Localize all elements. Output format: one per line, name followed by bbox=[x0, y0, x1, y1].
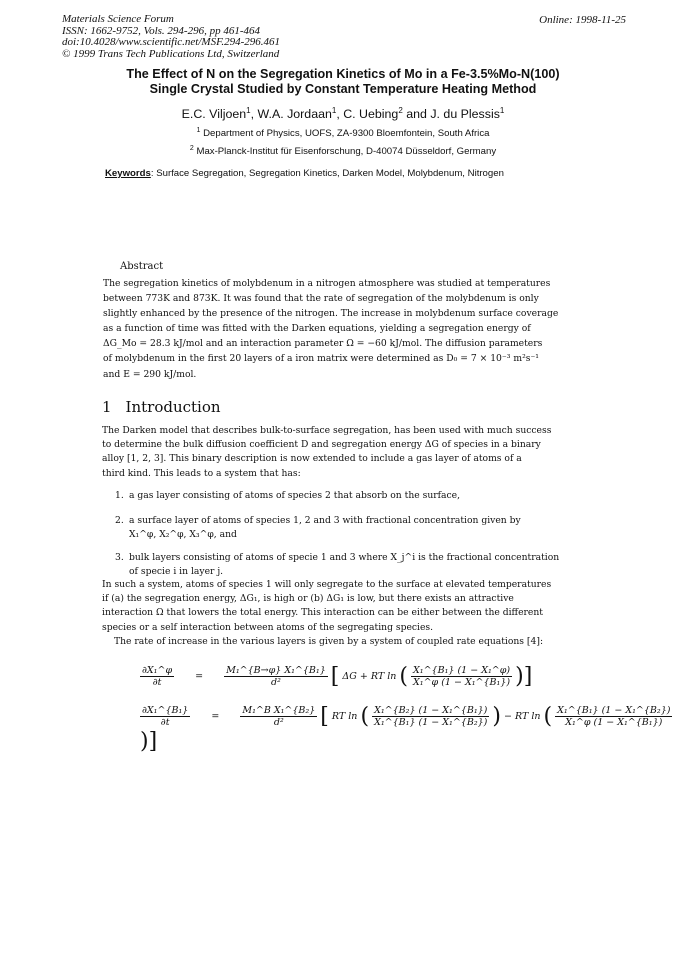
close-bracket: ] bbox=[148, 729, 158, 754]
text-line: In such a system, atoms of species 1 will only segregate to the surface at elevated temperatures bbox=[102, 579, 552, 590]
author-name: J. du Plessis bbox=[430, 107, 500, 122]
paper-title bbox=[60, 67, 626, 97]
list-text: bulk layers consisting of atoms of specie 1 and 3 where X_j^i is the fractional concentration bbox=[129, 552, 560, 563]
eq2-term-1: RT ln bbox=[331, 711, 358, 722]
affiliation-2 bbox=[60, 145, 626, 157]
list-item bbox=[115, 551, 604, 579]
list-text: of specie i in layer j. bbox=[129, 566, 224, 578]
author-name: W.A. Jordaan bbox=[257, 107, 332, 122]
abstract-line: The segregation kinetics of molybdenum in a nitrogen atmosphere was studied at temperatures bbox=[103, 278, 551, 289]
open-bracket: [ bbox=[330, 664, 340, 689]
abstract-line: slightly enhanced by the presence of the nitrogen. The increase in molybdenum surface coverage bbox=[103, 308, 559, 320]
abstract-body bbox=[103, 276, 603, 382]
section-title: Introduction bbox=[125, 398, 221, 416]
abstract-line: between 773K and 873K. It was found that the rate of segregation of the molybdenum is only bbox=[103, 293, 539, 305]
text-line: alloy [1, 2, 3]. This binary description is now extended to include a gas layer of atoms of a bbox=[102, 453, 522, 465]
affil-text: Max-Planck-Institut für Eisenforschung, D-40074 Düsseldorf, Germany bbox=[196, 146, 497, 158]
eq1-lhs-numerator: ∂X₁^φ bbox=[142, 665, 173, 676]
text-line: third kind. This leads to a system that has: bbox=[102, 467, 301, 479]
affil-text: Department of Physics, UOFS, ZA-9300 Bloemfontein, South Africa bbox=[203, 128, 490, 140]
open-bracket: [ bbox=[320, 704, 329, 729]
intro-paragraph-1 bbox=[102, 424, 604, 481]
abstract-line: ΔG_Mo = 28.3 kJ/mol and an interaction parameter Ω = −60 kJ/mol. The diffusion parameters bbox=[103, 338, 543, 350]
section-number: 1 bbox=[102, 398, 112, 416]
list-number: 3. bbox=[115, 552, 124, 563]
affil-mark: 1 bbox=[196, 127, 201, 134]
eq2-log2-argument bbox=[555, 705, 672, 728]
close-paren: ) bbox=[515, 664, 524, 689]
list-text: X₁^φ, X₂^φ, X₃^φ, and bbox=[129, 529, 237, 541]
list-number: 1. bbox=[115, 490, 124, 501]
rate-equation-1 bbox=[140, 664, 532, 689]
eq1-log-numerator: X₁^{B₁} (1 − X₁^φ) bbox=[413, 665, 511, 676]
open-paren: ( bbox=[399, 664, 408, 689]
abstract-line: of molybdenum in the first 20 layers of a iron matrix were determined as D₀ = 7 × 10⁻³ m²s⁻¹ bbox=[103, 353, 539, 365]
issn-line: ISSN: 1662-9752, Vols. 294-296, pp 461-464 bbox=[62, 24, 260, 37]
eq2-log1-argument bbox=[372, 705, 489, 728]
text-line: interaction Ω that lowers the total energy. This interaction can be either between the different bbox=[102, 607, 543, 619]
eq1-bracket-term: ΔG + RT ln bbox=[342, 671, 397, 682]
eq2-lhs-denominator: ∂t bbox=[140, 716, 190, 728]
text-line: The Darken model that describes bulk-to-surface segregation, has been used with much success bbox=[102, 425, 552, 436]
keywords-label: Keywords bbox=[105, 168, 151, 179]
eq1-rhs-numerator: M₁^{B→φ} X₁^{B₁} bbox=[226, 665, 326, 676]
eq1-rhs-denominator: d² bbox=[224, 676, 328, 688]
abstract-heading: Abstract bbox=[120, 261, 164, 272]
text-line: if (a) the segregation energy, ΔG₁, is high or (b) ΔG₁ is low, but there exists an attractive bbox=[102, 593, 514, 605]
eq1-rhs bbox=[224, 665, 328, 688]
author-list bbox=[60, 106, 626, 121]
rate-equation-2 bbox=[140, 704, 678, 754]
list-number: 2. bbox=[115, 515, 124, 526]
open-paren: ( bbox=[360, 704, 370, 729]
open-paren: ( bbox=[543, 704, 553, 729]
eq2-log2-numerator: X₁^{B₁} (1 − X₁^{B₂}) bbox=[557, 705, 671, 716]
text-line: species or a self interaction between atoms of the segregating species. bbox=[102, 621, 434, 633]
close-bracket: ] bbox=[523, 664, 533, 689]
eq2-lhs bbox=[140, 705, 190, 728]
abstract-line: as a function of time was fitted with the Darken equations, yielding a segregation energy of bbox=[103, 323, 531, 335]
online-date: Online: 1998-11-25 bbox=[539, 14, 626, 26]
abstract-line: and E = 290 kJ/mol. bbox=[103, 368, 197, 380]
eq2-term-2: − RT ln bbox=[504, 711, 541, 722]
author-name: E.C. Viljoen bbox=[181, 107, 247, 122]
close-paren: ) bbox=[492, 704, 501, 729]
close-paren: ) bbox=[140, 729, 149, 754]
doi-line[interactable]: doi:10.4028/www.scientific.net/MSF.294-296.461 bbox=[62, 36, 281, 48]
section-heading bbox=[102, 398, 221, 416]
journal-metadata bbox=[62, 14, 280, 60]
author-affil-mark: 2 bbox=[398, 106, 403, 115]
author-name: C. Uebing bbox=[343, 107, 399, 122]
eq1-lhs-denominator: ∂t bbox=[140, 676, 174, 688]
author-affil-mark: 1 bbox=[499, 106, 505, 115]
keywords-text: Surface Segregation, Segregation Kinetics, Darken Model, Molybdenum, Nitrogen bbox=[156, 168, 504, 179]
equals-sign: = bbox=[211, 711, 220, 722]
intro-paragraph-2 bbox=[102, 578, 604, 649]
equals-sign: = bbox=[195, 671, 204, 682]
eq2-rhs-numerator: M₁^B X₁^{B₂} bbox=[242, 705, 316, 716]
list-text: a surface layer of atoms of species 1, 2 and 3 with fractional concentration given by bbox=[129, 515, 521, 526]
journal-name: Materials Science Forum bbox=[62, 13, 174, 25]
eq1-lhs bbox=[140, 665, 174, 688]
author-separator: and bbox=[402, 107, 431, 122]
eq2-rhs bbox=[240, 705, 317, 728]
eq2-log2-denominator: X₁^φ (1 − X₁^{B₁}) bbox=[555, 716, 672, 728]
keywords-line: Keywords: Surface Segregation, Segregation Kinetics, Darken Model, Molybdenum, Nitrogen bbox=[105, 168, 504, 179]
eq2-log1-numerator: X₁^{B₂} (1 − X₁^{B₁}) bbox=[374, 705, 488, 716]
list-item bbox=[115, 489, 604, 503]
affil-mark: 2 bbox=[189, 145, 194, 152]
eq2-rhs-denominator: d² bbox=[240, 716, 317, 728]
author-separator: , bbox=[336, 107, 344, 122]
eq2-lhs-numerator: ∂X₁^{B₁} bbox=[142, 705, 189, 716]
affiliation-1 bbox=[60, 127, 626, 139]
eq2-log1-denominator: X₁^{B₁} (1 − X₁^{B₂}) bbox=[374, 717, 488, 728]
text-line: The rate of increase in the various layers is given by a system of coupled rate equations [4]: bbox=[114, 635, 544, 647]
title-line-1: The Effect of N on the Segregation Kinetics of Mo in a Fe-3.5%Mo-N(100) bbox=[126, 67, 560, 81]
text-line: to determine the bulk diffusion coefficient D and segregation energy ΔG of species in a binary bbox=[102, 439, 541, 451]
list-item bbox=[115, 514, 604, 542]
eq1-log-argument bbox=[411, 665, 512, 688]
eq1-log-denominator: X₁^φ (1 − X₁^{B₁}) bbox=[413, 677, 511, 688]
author-affil-mark: 1 bbox=[331, 106, 337, 115]
author-separator: , bbox=[250, 107, 258, 122]
copyright-line: © 1999 Trans Tech Publications Ltd, Switzerland bbox=[62, 47, 280, 60]
author-affil-mark: 1 bbox=[246, 106, 251, 115]
title-line-2: Single Crystal Studied by Constant Temperature Heating Method bbox=[149, 82, 537, 96]
list-text: a gas layer consisting of atoms of species 2 that absorb on the surface, bbox=[129, 490, 461, 501]
